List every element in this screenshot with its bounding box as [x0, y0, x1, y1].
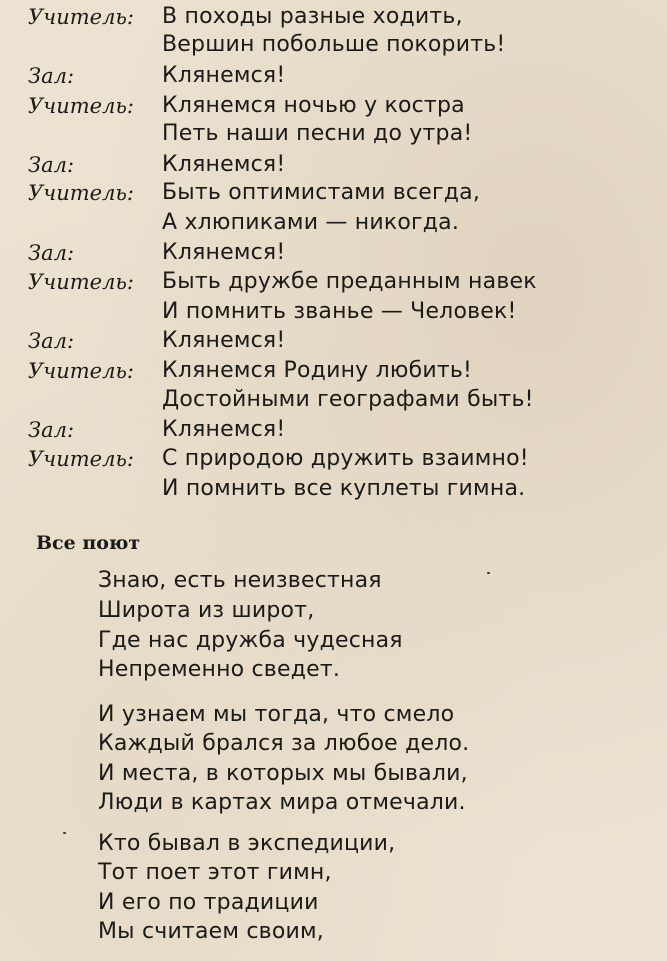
song-line: Где нас дружба чудесная	[98, 628, 403, 653]
speaker-label: Учитель:	[28, 181, 134, 205]
speech-text: Клянемся!	[162, 328, 286, 353]
speech-text: Клянемся!	[162, 417, 286, 442]
dialogue-line	[0, 444, 667, 474]
dialogue-line	[0, 208, 667, 238]
speech-text: И помнить все куплеты гимна.	[162, 476, 526, 501]
speaker-label: Учитель:	[28, 359, 134, 383]
speech-text: С природою дружить взаимно!	[162, 446, 529, 471]
song-line: Люди в картах мира отмечали.	[98, 790, 466, 815]
dialogue-line	[0, 415, 667, 445]
speech-text: А хлюпиками — никогда.	[162, 210, 460, 235]
speaker-label: Зал:	[28, 153, 75, 177]
dialogue-line	[0, 150, 667, 180]
speech-text: Клянемся Родину любить!	[162, 358, 473, 383]
dialogue-line	[0, 267, 667, 297]
speech-text: Вершин побольше покорить!	[162, 32, 506, 57]
speaker-label: Учитель:	[28, 5, 134, 29]
song-line: И его по традиции	[98, 890, 319, 915]
speaker-label: Зал:	[28, 241, 75, 265]
dialogue-line	[0, 2, 667, 32]
song-line: Кто бывал в экспедиции,	[98, 831, 396, 856]
speaker-label: Зал:	[28, 64, 75, 88]
dialogue-line	[0, 474, 667, 504]
song-line: Мы считаем своим,	[98, 919, 324, 944]
print-speck	[487, 572, 490, 574]
speech-text: Быть оптимистами всегда,	[162, 180, 481, 205]
speaker-label: Зал:	[28, 418, 75, 442]
song-line: И места, в которых мы бывали,	[98, 761, 468, 786]
dialogue-line	[0, 385, 667, 415]
song-line: Широта из широт,	[98, 598, 315, 623]
dialogue-line	[0, 61, 667, 91]
speech-text: Петь наши песни до утра!	[162, 121, 473, 146]
speech-text: Клянемся ночью у костра	[162, 93, 465, 118]
speech-text: Клянемся!	[162, 63, 286, 88]
speech-text: Клянемся!	[162, 152, 286, 177]
speaker-label: Зал:	[28, 329, 75, 353]
song-line: И узнаем мы тогда, что смело	[98, 702, 455, 727]
dialogue-line	[0, 297, 667, 327]
song-line: Непременно сведет.	[98, 657, 341, 682]
dialogue-line	[0, 178, 667, 208]
dialogue-line	[0, 356, 667, 386]
song-line: Тот поет этот гимн,	[98, 860, 332, 885]
speech-text: В походы разные ходить,	[162, 4, 463, 29]
speaker-label: Учитель:	[28, 270, 134, 294]
speaker-label: Учитель:	[28, 94, 134, 118]
dialogue-line	[0, 30, 667, 60]
speaker-label: Учитель:	[28, 447, 134, 471]
speech-text: Достойными географами быть!	[162, 387, 534, 412]
section-heading: Все поют	[36, 532, 141, 554]
speech-text: Клянемся!	[162, 240, 286, 265]
speech-text: И помнить званье — Человек!	[162, 299, 517, 324]
print-speck	[63, 832, 66, 834]
dialogue-line	[0, 119, 667, 149]
dialogue-line	[0, 238, 667, 268]
song-line: Каждый брался за любое дело.	[98, 731, 470, 756]
song-line: Знаю, есть неизвестная	[98, 568, 382, 593]
speech-text: Быть дружбе преданным навек	[162, 269, 537, 294]
dialogue-line	[0, 91, 667, 121]
dialogue-line	[0, 326, 667, 356]
